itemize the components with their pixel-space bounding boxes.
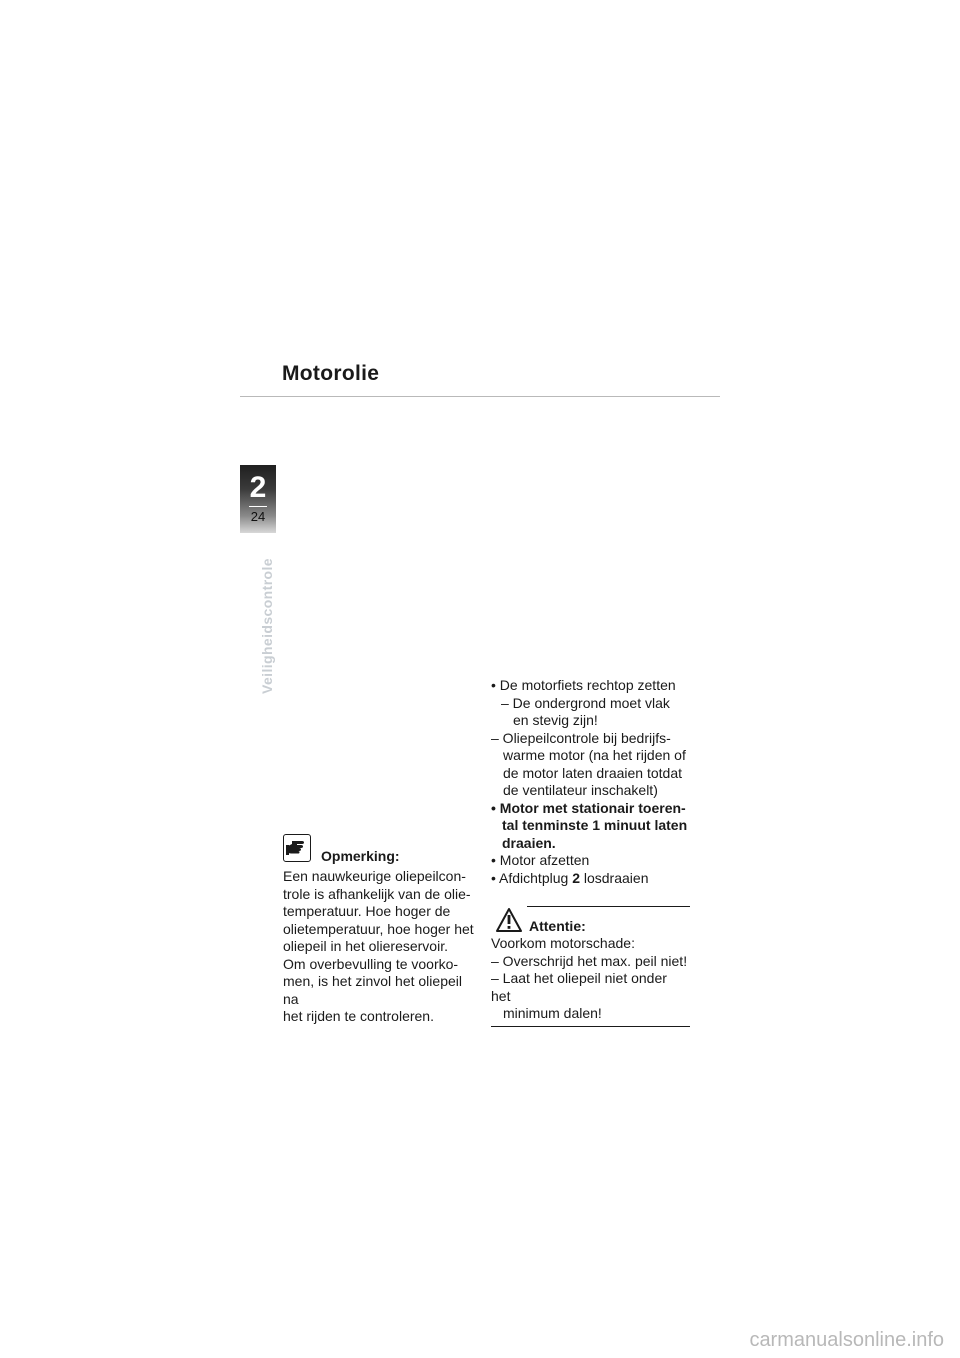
attention-line: minimum dalen! — [503, 1005, 602, 1021]
step-line: tal tenminste 1 minuut laten — [502, 817, 688, 833]
step-line: • Motor met stationair toeren- — [491, 799, 686, 816]
chapter-tab — [240, 465, 276, 533]
step-line: – Oliepeilcontrole bij bedrijfs- — [491, 729, 671, 746]
step-line: en stevig zijn! — [513, 712, 598, 728]
step-text: • Afdichtplug — [491, 869, 573, 886]
note-body — [283, 868, 478, 1026]
step-line: – De ondergrond moet vlak — [501, 694, 670, 711]
step-line: de motor laten draaien totdat — [503, 764, 683, 781]
note-line: oliepeil in het oliereservoir. — [283, 938, 448, 954]
chapter-number: 2 — [249, 471, 267, 504]
warning-triangle-icon — [495, 907, 523, 938]
step-line: de ventilateur inschakelt) — [503, 782, 658, 798]
step-upright-sub — [501, 695, 696, 730]
section-label: Veiligheidscontrole — [259, 558, 275, 694]
attention-header — [491, 907, 690, 935]
note-title: Opmerking: — [321, 848, 400, 864]
note-line: olietemperatuur, hoe hoger het — [283, 920, 474, 937]
note-line: trole is afhankelijk van de olie- — [283, 885, 471, 902]
attention-item: – Overschrijd het max. peil niet! — [491, 952, 688, 969]
note-line: temperatuur. Hoe hoger de — [283, 903, 451, 919]
watermark: carmanualsonline.info — [749, 1329, 944, 1351]
page-number: 24 — [250, 509, 266, 524]
attention-item — [491, 970, 690, 1023]
attention-bottom-rule — [491, 1026, 690, 1027]
note-line: men, is het zinvol het oliepeil na — [283, 973, 462, 1007]
part-number: 2 — [572, 869, 580, 886]
step-text: losdraaien — [579, 869, 649, 886]
note-line: Om overbevulling te voorko- — [283, 955, 459, 972]
note-line: Een nauwkeurige oliepeilcon- — [283, 868, 466, 884]
step-engine-off: • Motor afzetten — [491, 852, 590, 868]
attention-title: Attentie: — [529, 918, 586, 934]
step-unscrew-plug — [491, 870, 696, 888]
step-line: draaien. — [502, 834, 556, 851]
header-rule — [240, 396, 720, 397]
steps-list — [491, 677, 696, 887]
attention-block — [491, 906, 690, 1027]
step-idle — [491, 800, 696, 853]
note-line: het rijden te controleren. — [283, 1008, 434, 1024]
step-line: warme motor (na het rijden of — [503, 747, 686, 763]
note-block — [283, 834, 478, 1026]
step-upright: • De motorfiets rechtop zetten — [491, 677, 676, 693]
page-title: Motorolie — [282, 362, 380, 385]
pointing-hand-icon — [283, 834, 311, 862]
attention-line: – Laat het oliepeil niet onder het — [491, 970, 667, 1004]
attention-intro: Voorkom motorschade: — [491, 935, 635, 951]
note-header — [283, 834, 478, 866]
step-warm-engine — [491, 730, 696, 800]
chapter-divider — [249, 506, 267, 507]
